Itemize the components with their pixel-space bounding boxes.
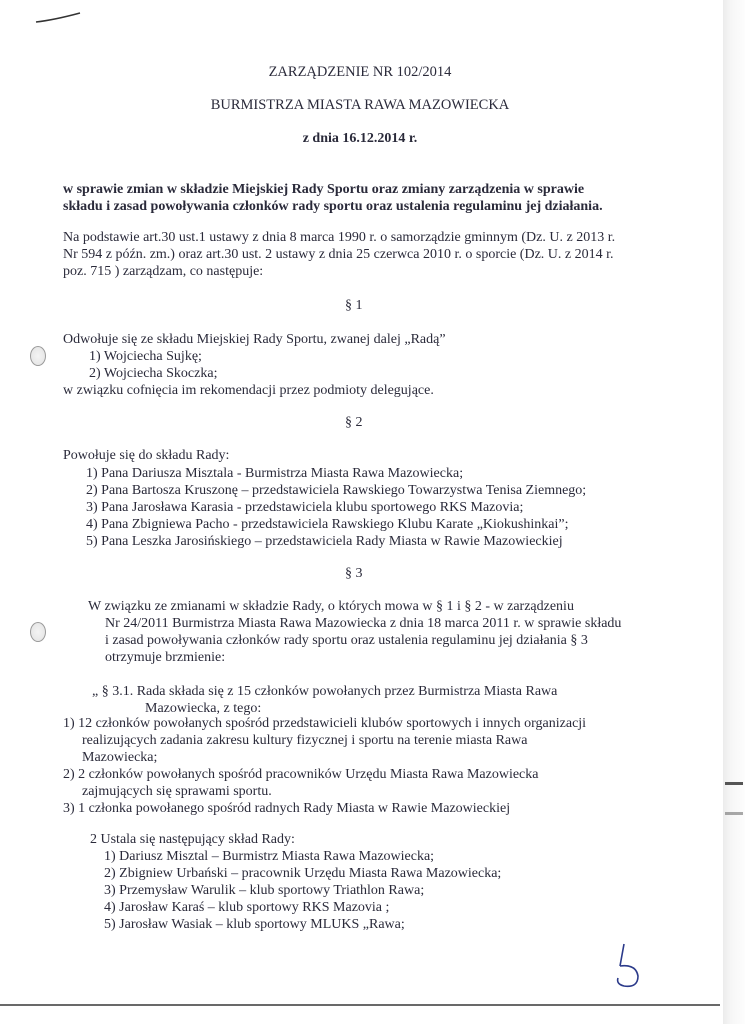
subject-line: w sprawie zmian w składzie Miejskiej Rady Sportu oraz zmiany zarządzenia w sprawie (63, 182, 585, 197)
section-intro: Powołuje się do składu Rady: (63, 448, 230, 463)
member-line: zajmujących się sprawami sportu. (82, 784, 272, 799)
list-item: 2) Pana Bartosza Kruszonę – przedstawiciela Rawskiego Towarzystwa Tenisa Ziemnego; (86, 483, 587, 498)
composition-item: 3) Przemysław Warulik – klub sportowy Triathlon Rawa; (104, 883, 425, 898)
list-item: 2) Wojciecha Skoczka; (89, 366, 218, 381)
section-intro: W związku ze zmianami w składzie Rady, o których mowa w § 1 i § 2 - w zarządzeniu (88, 599, 574, 614)
basis-line: poz. 715 ) zarządzam, co następuje: (63, 264, 264, 279)
scan-edge-mark (725, 782, 743, 785)
list-item: 1) Pana Dariusza Misztala - Burmistrza Miasta Rawa Mazowiecka; (86, 466, 464, 481)
member-line: Mazowiecka; (82, 750, 158, 765)
member-line: 2) 2 członków powołanych spośród pracowników Urzędu Miasta Rawa Mazowiecka (63, 767, 539, 782)
section-outro: w związku cofnięcia im rekomendacji przez podmioty delegujące. (63, 383, 434, 398)
scan-edge-mark (725, 812, 743, 815)
composition-item: 1) Dariusz Misztal – Burmistrz Miasta Rawa Mazowiecka; (104, 849, 435, 864)
section-heading: § 1 (345, 298, 363, 313)
handwritten-page-number (610, 942, 650, 992)
section-intro: Odwołuje się ze składu Miejskiej Rady Sportu, zwanej dalej „Radą” (63, 332, 446, 347)
document-issuer: BURMISTRZA MIASTA RAWA MAZOWIECKA (210, 97, 510, 113)
punch-hole (30, 622, 46, 642)
punch-hole (30, 346, 46, 366)
list-item: 4) Pana Zbigniewa Pacho - przedstawiciela Rawskiego Klubu Karate „Kiokushinkai”; (86, 517, 569, 532)
list-item: 3) Pana Jarosława Karasia - przedstawiciela klubu sportowego RKS Mazovia; (86, 500, 524, 515)
section-heading: § 2 (345, 415, 363, 430)
scan-page-edge (723, 0, 745, 1024)
composition-item: 4) Jarosław Karaś – klub sportowy RKS Mazovia ; (104, 900, 390, 915)
basis-line: Na podstawie art.30 ust.1 ustawy z dnia 8 marca 1990 r. o samorządzie gminnym (Dz. U. z 2013 r. (63, 230, 616, 245)
list-item: 5) Pana Leszka Jarosińskiego – przedstawiciela Rady Miasta w Rawie Mazowieckiej (86, 534, 563, 549)
member-line: realizujących zadania zakresu kultury fizycznej i sportu na terenie miasta Rawa (82, 733, 528, 748)
quote-head: Mazowiecka, z tego: (145, 701, 262, 716)
quote-head: „ § 3.1. Rada składa się z 15 członków powołanych przez Burmistrza Miasta Rawa (92, 684, 558, 699)
pen-stroke-mark (34, 10, 84, 26)
subject-line: składu i zasad powoływania członków rady sportu oraz ustalenia regulaminu jej działania. (63, 199, 603, 214)
document-title: ZARZĄDZENIE NR 102/2014 (268, 64, 452, 80)
list-item: 1) Wojciecha Sujkę; (89, 349, 202, 364)
composition-item: 2) Zbigniew Urbański – pracownik Urzędu Miasta Rawa Mazowiecka; (104, 866, 502, 881)
section-intro: Nr 24/2011 Burmistrza Miasta Rawa Mazowiecka z dnia 18 marca 2011 r. w sprawie składu (105, 616, 622, 631)
member-line: 1) 12 członków powołanych spośród przedstawicieli klubów sportowych i innych organizacji (63, 716, 587, 731)
scan-bottom-edge (0, 1004, 720, 1006)
section-heading: § 3 (345, 566, 363, 581)
section-intro: i zasad powoływania członków rady sportu oraz ustalenia regulaminu jej działania § 3 (105, 633, 588, 648)
document-date: z dnia 16.12.2014 r. (302, 131, 418, 146)
composition-head: 2 Ustala się następujący skład Rady: (90, 832, 295, 847)
composition-item: 5) Jarosław Wasiak – klub sportowy MLUKS „Rawa; (104, 917, 405, 932)
member-line: 3) 1 członka powołanego spośród radnych Rady Miasta w Rawie Mazowieckiej (63, 801, 511, 816)
basis-line: Nr 594 z późn. zm.) oraz art.30 ust. 2 ustawy z dnia 25 czerwca 2010 r. o sporcie (Dz. U. z 2014 r. (63, 247, 614, 262)
section-intro: otrzymuje brzmienie: (105, 650, 226, 665)
